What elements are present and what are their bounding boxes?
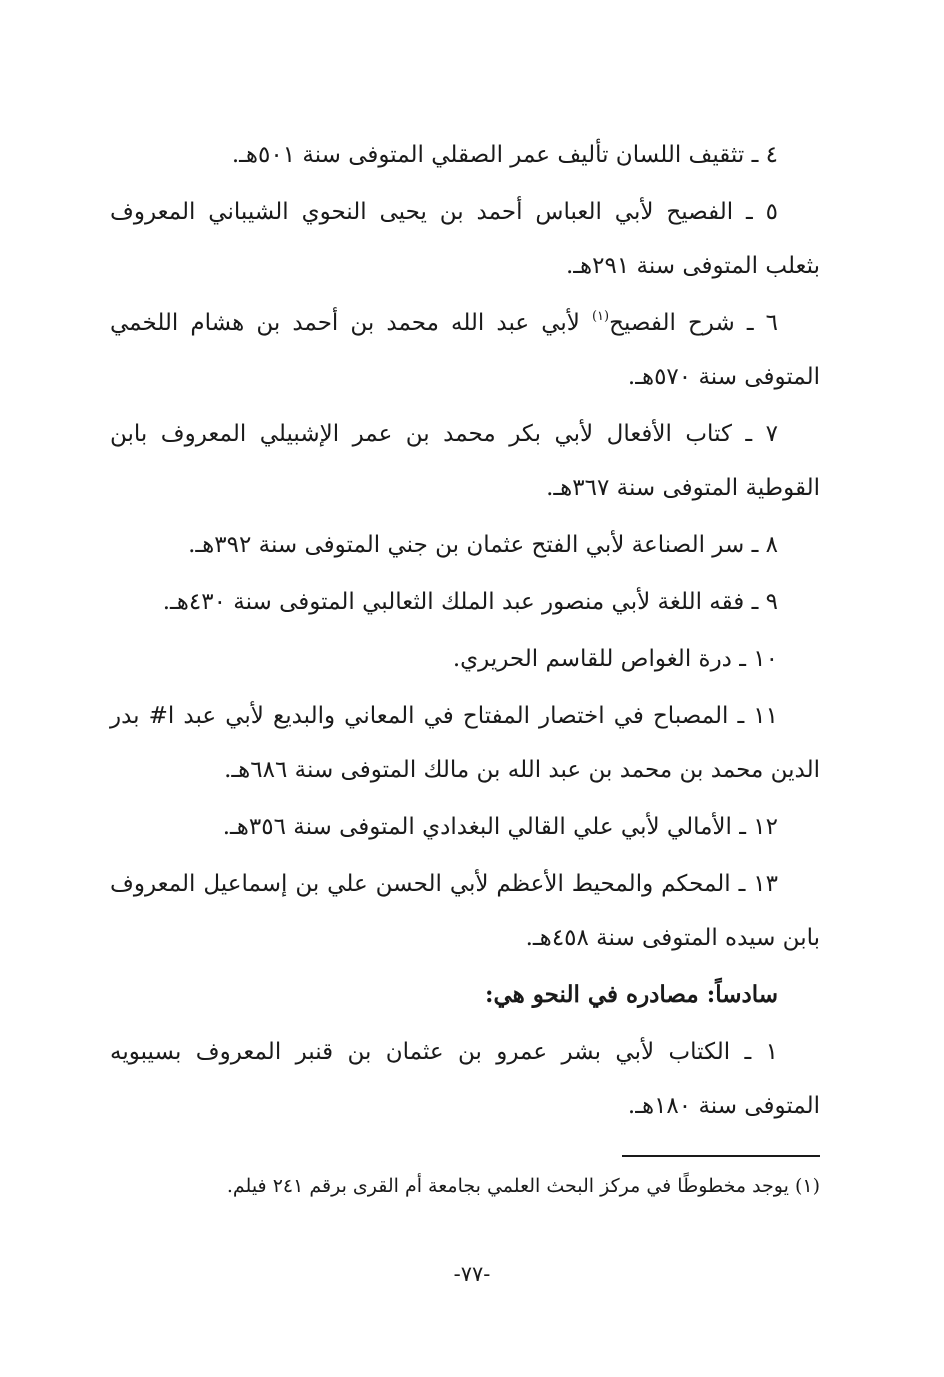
list-item: ٧ ـ كتاب الأفعال لأبي بكر محمد بن عمر الإشبيلي المعروف بابن القوطية المتوفى سنة ٣٦٧هـ.: [110, 421, 820, 501]
list-item: ٩ ـ فقه اللغة لأبي منصور عبد الملك الثعالبي المتوفى سنة ٤٣٠هـ.: [162, 589, 778, 615]
entry-text: لأبي عبد الله محمد بن أحمد بن هشام اللخمي المتوفى سنة ٥٧٠هـ.: [110, 310, 820, 390]
page-number: -٧٧-: [453, 1262, 491, 1286]
list-item: ٨ ـ سر الصناعة لأبي الفتح عثمان بن جني المتوفى سنة ٣٩٢هـ.: [188, 532, 778, 558]
footnote-reference: (١): [591, 309, 610, 324]
list-item: ١ ـ الكتاب لأبي بشر عمرو بن عثمان بن قنبر المعروف بسيبويه المتوفى سنة ١٨٠هـ.: [110, 1039, 820, 1119]
footnote: (١) يوجد مخطوطًا في مركز البحث العلمي بجامعة أم القرى برقم ٢٤١ فيلم.: [226, 1175, 820, 1197]
list-item: ١٢ ـ الأمالي لأبي علي القالي البغدادي المتوفى سنة ٣٥٦هـ.: [222, 814, 778, 840]
list-item: ١٠ ـ درة الغواص للقاسم الحريري.: [452, 646, 778, 672]
entry-text: ٦ ـ شرح الفصيح: [609, 310, 778, 336]
list-item: [110, 296, 820, 404]
footnote-divider: [622, 1155, 820, 1157]
section-heading: سادساً: مصادره في النحو هي:: [484, 981, 778, 1008]
list-item: ١١ ـ المصباح في اختصار المفتاح في المعاني والبديع لأبي عبد ا# بدر الدين محمد بن محمد بن عبد الله بن مالك المتوفى سنة ٦٨٦هـ.: [110, 703, 820, 783]
main-text: [110, 128, 820, 1136]
list-item: ٥ ـ الفصيح لأبي العباس أحمد بن يحيى النحوي الشيباني المعروف بثعلب المتوفى سنة ٢٩١هـ.: [110, 199, 820, 279]
list-item: ٤ ـ تثقيف اللسان تأليف عمر الصقلي المتوفى سنة ٥٠١هـ.: [231, 142, 778, 168]
list-item: ١٣ ـ المحكم والمحيط الأعظم لأبي الحسن علي بن إسماعيل المعروف بابن سيده المتوفى سنة ٤٥٨هـ.: [110, 871, 820, 951]
